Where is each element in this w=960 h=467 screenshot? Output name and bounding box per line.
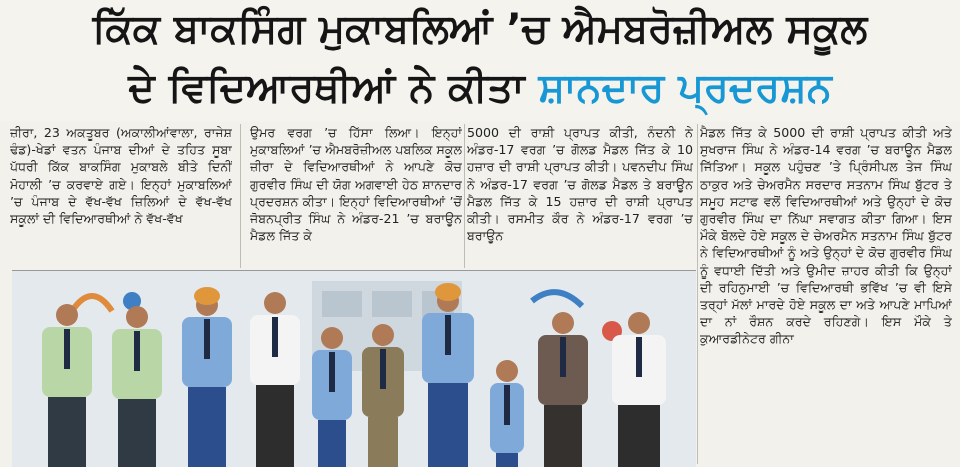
column-3-text: 5000 ਦੀ ਰਾਸ਼ੀ ਪ੍ਰਾਪਤ ਕੀਤੀ, ਨੰਦਨੀ ਨੇ ਅੰਡਰ-17 ਵਰਗ ’ਚ ਗੋਲਡ ਮੈਡਲ ਜਿੱਤ ਕੇ 10 ਹਜ਼ਾਰ ਦੀ ਰਾਸ਼ੀ ਪ੍ਰਾਪਤ ਕੀਤੀ। ਪਵਨਦੀਪ ਸਿੰਘ ਨੇ ਅੰਡਰ-17 ਵਰਗ ’ਚ ਗੋਲਡ ਮੈਡਲ ਤੇ ਬਰਾਊਨ ਮੈਡਲ ਜਿੱਤ ਕੇ 15 ਹਜ਼ਾਰ ਦੀ ਰਾਸ਼ੀ ਪ੍ਰਾਪਤ ਕੀਤੀ। ਰਸਮੀਤ ਕੌਰ ਨੇ ਅੰਡਰ-17 ਵਰਗ ’ਚ ਬਰਾਊਨ	[467, 125, 693, 244]
article-column-2	[250, 124, 462, 269]
article-column-3	[467, 124, 693, 269]
article-column-4	[700, 124, 952, 464]
headline-block	[0, 0, 960, 122]
person-figure	[538, 312, 588, 467]
column-2-text: ਉਮਰ ਵਰਗ ’ਚ ਹਿੱਸਾ ਲਿਆ। ਇਨ੍ਹਾਂ ਮੁਕਾਬਲਿਆਂ ’ਚ ਐਮਬਰੋਜ਼ੀਅਲ ਪਬਲਿਕ ਸਕੂਲ ਜ਼ੀਰਾ ਦੇ ਵਿਦਿਆਰਥੀਆਂ ਨੇ ਆਪਣੇ ਕੋਚ ਗੁਰਵੀਰ ਸਿੰਘ ਦੀ ਯੋਗ ਅਗਵਾਈ ਹੇਠ ਸ਼ਾਨਦਾਰ ਪ੍ਰਦਰਸ਼ਨ ਕੀਤਾ। ਇਨ੍ਹਾਂ ਵਿਦਿਆਰਥੀਆਂ ’ਚੋਂ ਜੋਬਨਪ੍ਰੀਤ ਸਿੰਘ ਨੇ ਅੰਡਰ-21 ’ਚ ਬਰਾਊਨ ਮੈਡਲ ਜਿੱਤ ਕੇ	[250, 125, 462, 244]
headline-line-1: ਕਿੱਕ ਬਾਕਸਿੰਗ ਮੁਕਾਬਲਿਆਂ ’ਚ ਐਮਬਰੋਜ਼ੀਅਲ ਸਕੂਲ	[92, 6, 868, 52]
group-photo	[12, 270, 696, 467]
column-divider	[697, 124, 698, 464]
column-4-text: ਮੈਡਲ ਜਿੱਤ ਕੇ 5000 ਦੀ ਰਾਸ਼ੀ ਪ੍ਰਾਪਤ ਕੀਤੀ ਅਤੇ ਸੁਖਰਾਜ ਸਿੰਘ ਨੇ ਅੰਡਰ-14 ਵਰਗ ’ਚ ਬਰਾਊਨ ਮੈਡਲ ਜਿੱਤਿਆ। ਸਕੂਲ ਪਹੁੰਚਣ ’ਤੇ ਪ੍ਰਿੰਸੀਪਲ ਤੇਜ ਸਿੰਘ ਠਾਕੁਰ ਅਤੇ ਚੇਅਰਮੈਨ ਸਰਦਾਰ ਸਤਨਾਮ ਸਿੰਘ ਬੁੱਟਰ ਤੇ ਸਮੂਹ ਸਟਾਫ ਵਲੋਂ ਵਿਦਿਆਰਥੀਆਂ ਅਤੇ ਉਨ੍ਹਾਂ ਦੇ ਕੋਚ ਗੁਰਵੀਰ ਸਿੰਘ ਦਾ ਨਿੱਘਾ ਸਵਾਗਤ ਕੀਤਾ ਗਿਆ। ਇਸ ਮੌਕੇ ਬੋਲਦੇ ਹੋਏ ਸਕੂਲ ਦੇ ਚੇਅਰਮੈਨ ਸਤਨਾਮ ਸਿੰਘ ਬੁੱਟਰ ਨੇ ਵਿਦਿਆਰਥੀਆਂ ਨੂੰ ਅਤੇ ਉਨ੍ਹਾਂ ਦੇ ਕੋਚ ਗੁਰਵੀਰ ਸਿੰਘ ਨੂੰ ਵਧਾਈ ਦਿੱਤੀ ਅਤੇ ਉਮੀਦ ਜ਼ਾਹਰ ਕੀਤੀ ਕਿ ਉਨ੍ਹਾਂ ਦੀ ਰਹਿਨੁਮਾਈ ’ਚ ਵਿਦਿਆਰਥੀ ਭਵਿੱਖ ’ਚ ਵੀ ਇਸੇ ਤਰ੍ਹਾਂ ਮੱਲਾਂ ਮਾਰਦੇ ਹੋਏ ਸਕੂਲ ਦਾ ਅਤੇ ਆਪਣੇ ਮਾਪਿਆਂ ਦਾ ਨਾਂ ਰੌਸ਼ਨ ਕਰਦੇ ਰਹਿਣਗੇ। ਇਸ ਮੌਕੇ ਤੇ ਕੁਆਰਡੀਨੇਟਰ ਗੀਨਾ	[700, 125, 952, 347]
person-figure	[112, 306, 162, 467]
column-divider	[464, 124, 465, 268]
article-column-1	[10, 124, 232, 269]
headline-accent: ਸ਼ਾਨਦਾਰ ਪ੍ਰਦਰਸ਼ਨ	[538, 65, 832, 111]
person-figure	[250, 292, 300, 467]
headline-line-2	[0, 60, 960, 116]
person-figure	[42, 304, 92, 467]
headline-line-2-plain: ਦੇ ਵਿਦਿਆਰਥੀਆਂ ਨੇ ਕੀਤਾ	[128, 65, 525, 111]
column-1-text: ਜ਼ੀਰਾ, 23 ਅਕਤੂਬਰ (ਅਕਾਲੀਆਂਵਾਲਾ, ਰਾਜੇਸ਼ ਢੰਡ)-ਖੇਡਾਂ ਵਤਨ ਪੰਜਾਬ ਦੀਆਂ ਦੇ ਤਹਿਤ ਸੂਬਾ ਪੱਧਰੀ ਕਿੱਕ ਬਾਕਸਿੰਗ ਮੁਕਾਬਲੇ ਬੀਤੇ ਦਿਨੀਂ ਮੋਹਾਲੀ ’ਚ ਕਰਵਾਏ ਗਏ। ਇਨ੍ਹਾਂ ਮੁਕਾਬਲਿਆਂ ’ਚ ਪੰਜਾਬ ਦੇ ਵੱਖ-ਵੱਖ ਜ਼ਿਲਿਆਂ ਦੇ ਵੱਖ-ਵੱਖ ਸਕੂਲਾਂ ਦੀ ਵਿਦਿਆਰਥੀਆਂ ਨੇ ਵੱਖ-ਵੱਖ	[10, 125, 232, 227]
group-photo-illustration	[12, 271, 696, 467]
person-figure	[612, 312, 666, 467]
column-divider	[240, 124, 241, 268]
